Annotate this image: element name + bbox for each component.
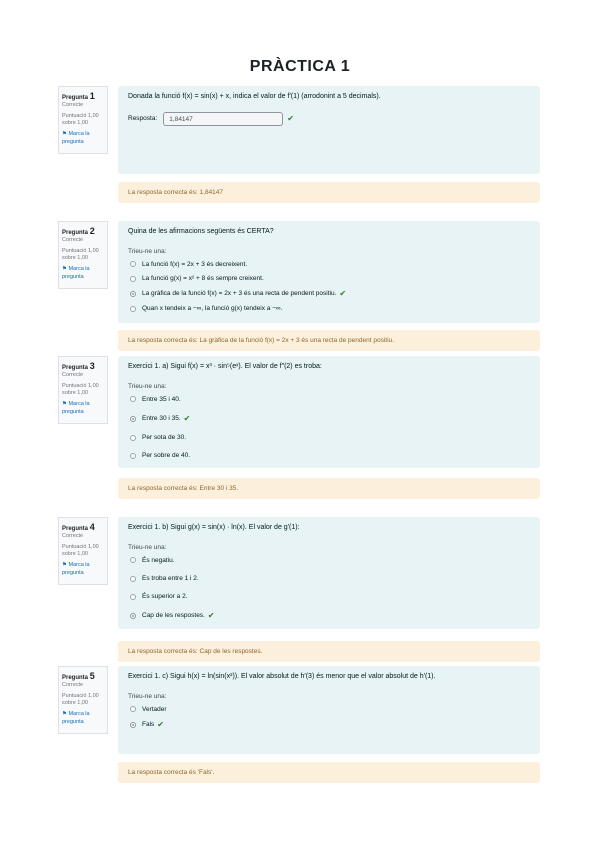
question-text: Quina de les afirmacions següents és CERTA? — [128, 228, 274, 235]
question-text: Donada la funció f(x) = sin(x) + x, indica el valor de f′(1) (arrodonint a 5 decimals). — [128, 93, 381, 100]
question-state: Correcte — [62, 102, 84, 109]
choose-one-prompt: Trieu-ne una: — [128, 543, 167, 551]
answer-option[interactable]: És negatiu. — [130, 556, 530, 565]
question-state: Correcte — [62, 372, 84, 379]
flag-icon: ⚑ — [62, 266, 67, 273]
correct-answer-feedback: La resposta correcta és: La gràfica de la funció f(x) = 2x + 3 és una recta de pendent positiu. — [118, 330, 540, 351]
radio-button[interactable] — [130, 261, 136, 267]
question-mark: Puntuació 1,00 sobre 1,00 — [62, 112, 99, 126]
answer-option[interactable]: Quan x tendeix a −∞, la funció g(x) tendeix a −∞. — [130, 304, 530, 313]
question-mark: Puntuació 1,00 sobre 1,00 — [62, 543, 99, 557]
question-number: Pregunta 2 — [62, 226, 95, 236]
radio-button[interactable] — [130, 435, 136, 441]
radio-button[interactable] — [130, 706, 136, 712]
answer-option-selected[interactable]: Entre 30 i 35. ✔ — [130, 413, 530, 424]
radio-button[interactable] — [130, 453, 136, 459]
question-info — [58, 517, 108, 585]
radio-button[interactable] — [130, 557, 136, 563]
answer-option[interactable]: Per sota de 30. — [130, 433, 530, 442]
flag-question-link[interactable]: ⚑ Marca la pregunta — [62, 562, 90, 576]
answer-option-selected[interactable]: La gràfica de la funció f(x) = 2x + 3 és una recta de pendent positiu. ✔ — [130, 288, 530, 299]
correct-answer-feedback: La resposta correcta és 'Fals'. — [118, 762, 540, 783]
answer-option[interactable]: Entre 35 i 40. — [130, 395, 530, 404]
correct-check-icon: ✔ — [207, 611, 215, 621]
page-title: PRÀCTICA 1 — [249, 58, 351, 75]
radio-button[interactable] — [130, 722, 136, 728]
question-text: Exercici 1. c) Sigui h(x) = ln(sin(x²)). El valor absolut de h′(3) és menor que el valor absolut de h′(1). — [128, 673, 436, 680]
flag-question-link[interactable]: ⚑ Marca la pregunta — [62, 401, 90, 415]
choose-one-prompt: Trieu-ne una: — [128, 247, 167, 255]
radio-button[interactable] — [130, 276, 136, 282]
radio-button[interactable] — [130, 594, 136, 600]
question-info — [58, 86, 108, 154]
question-formulation — [118, 86, 540, 174]
answer-option[interactable]: És superior a 2. — [130, 592, 530, 601]
question-info — [58, 221, 108, 289]
answer-option[interactable]: Vertader — [130, 705, 530, 714]
answer-label: Resposta: — [128, 115, 158, 123]
answer-input[interactable]: 1,84147 — [163, 112, 283, 126]
flag-icon: ⚑ — [62, 711, 67, 718]
flag-icon: ⚑ — [62, 401, 67, 408]
flag-icon: ⚑ — [62, 562, 67, 569]
choose-one-prompt: Trieu-ne una: — [128, 382, 167, 390]
radio-button[interactable] — [130, 396, 136, 402]
flag-icon: ⚑ — [62, 131, 67, 138]
correct-check-icon: ✔ — [183, 413, 191, 423]
question-state: Correcte — [62, 682, 84, 689]
correct-answer-feedback: La resposta correcta és: 1,84147 — [118, 182, 540, 203]
question-info — [58, 356, 108, 424]
question-mark: Puntuació 1,00 sobre 1,00 — [62, 247, 99, 261]
question-mark: Puntuació 1,00 sobre 1,00 — [62, 382, 99, 396]
radio-button[interactable] — [130, 291, 136, 297]
question-info — [58, 666, 108, 734]
question-formulation — [118, 356, 540, 468]
question-number: Pregunta 4 — [62, 522, 95, 532]
correct-check-icon: ✔ — [287, 114, 294, 124]
flag-question-link[interactable]: ⚑ Marca la pregunta — [62, 266, 90, 280]
radio-button[interactable] — [130, 416, 136, 422]
answer-option[interactable]: La funció g(x) = x² + 8 és sempre creixent. — [130, 274, 530, 283]
question-number: Pregunta 5 — [62, 671, 95, 681]
choose-one-prompt: Trieu-ne una: — [128, 692, 167, 700]
radio-button[interactable] — [130, 613, 136, 619]
answer-option-selected[interactable]: Fals ✔ — [130, 719, 530, 730]
question-formulation — [118, 517, 540, 629]
question-formulation — [118, 666, 540, 754]
correct-check-icon: ✔ — [339, 289, 347, 299]
question-state: Correcte — [62, 533, 84, 540]
correct-answer-feedback: La resposta correcta és: Cap de les respostes. — [118, 641, 540, 662]
flag-question-link[interactable]: ⚑ Marca la pregunta — [62, 131, 90, 145]
question-number: Pregunta 3 — [62, 361, 95, 371]
answer-option[interactable]: La funció f(x) = 2x + 3 és decreixent. — [130, 260, 530, 269]
correct-answer-feedback: La resposta correcta és: Entre 30 i 35. — [118, 478, 540, 499]
answer-option[interactable]: Per sobre de 40. — [130, 451, 530, 460]
answer-option[interactable]: Es troba entre 1 i 2. — [130, 574, 530, 583]
question-number: Pregunta 1 — [62, 91, 95, 101]
flag-question-link[interactable]: ⚑ Marca la pregunta — [62, 711, 90, 725]
question-state: Correcte — [62, 237, 84, 244]
question-formulation — [118, 221, 540, 323]
radio-button[interactable] — [130, 306, 136, 312]
radio-button[interactable] — [130, 576, 136, 582]
question-mark: Puntuació 1,00 sobre 1,00 — [62, 692, 99, 706]
answer-row — [128, 112, 530, 126]
question-text: Exercici 1. b) Sigui g(x) = sin(x) · ln(x). El valor de g′(1): — [128, 524, 300, 531]
answer-option-selected[interactable]: Cap de les respostes. ✔ — [130, 610, 530, 621]
correct-check-icon: ✔ — [157, 719, 164, 729]
question-text: Exercici 1. a) Sigui f(x) = x³ · sin⁵(eˣ). El valor de f″(2) es troba: — [128, 363, 322, 370]
